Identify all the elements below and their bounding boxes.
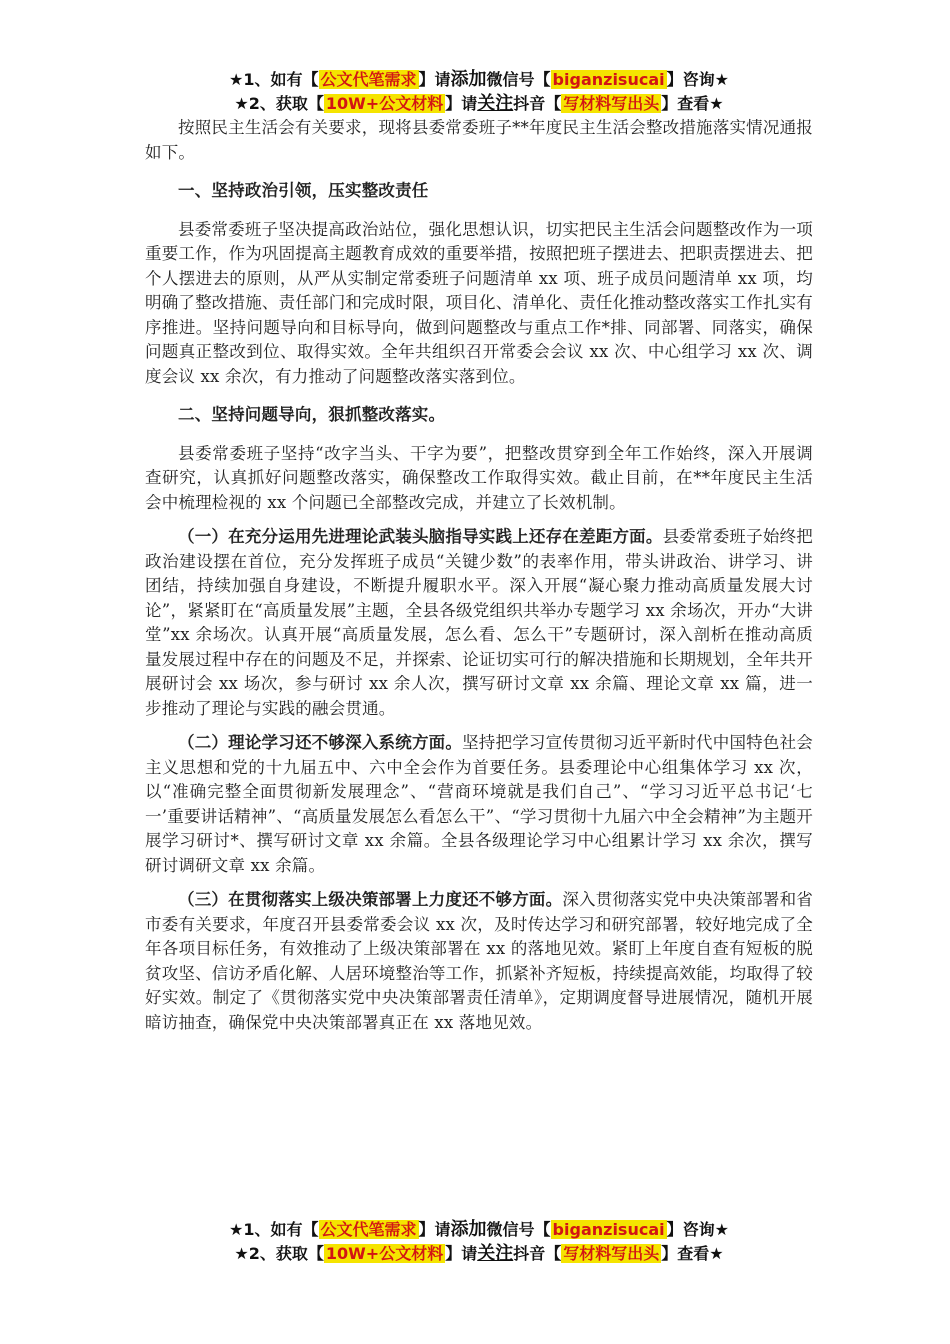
banner-emphasis: 添加 — [450, 1219, 487, 1240]
subsection-lead: （一）在充分运用先进理论武装头脑指导实践上还存在差距方面。 — [178, 527, 663, 546]
subsection-1 — [145, 525, 813, 721]
subsection-text: 县委常委班子始终把政治建设摆在首位，充分发挥班子成员“关键少数”的表率作用，带头讲政治、讲学习、讲团结，持续加强自身建设，不断提升履职水平。深入开展“凝心聚力推动高质量发展大讨论”，紧紧盯在“高质量发展”主题，全县各级党组织共举办专题学习 xx 余场次，开办“大讲堂”xx 余场次。认真开展“高质量发展，怎么看、怎么干”专题研讨，深入剖析在推动高质量发展过程中存在的问题及不足，并探索、论证切实可行的解决措施和长期规划，全年共开展研讨会 xx 场次，参与研讨 xx 余人次，撰写研讨文章 xx 余篇、理论文章 xx 篇，进一步推动了理论与实践的融会贯通。 — [145, 527, 813, 718]
banner-text: 】咨询★ — [666, 1220, 729, 1239]
banner-highlight: 10W+公文材料 — [325, 94, 444, 113]
banner-emphasis: 添加 — [450, 69, 487, 90]
banner-text: ★2、获取【 — [234, 1244, 324, 1263]
banner-text: ★1、如有【 — [229, 1220, 319, 1239]
banner-text: 】查看★ — [661, 94, 724, 113]
banner-emphasis: 关注 — [477, 1243, 514, 1264]
subsection-2 — [145, 731, 813, 878]
subsection-text: 深入贯彻落实党中央决策部署和省市委有关要求，年度召开县委常委会议 xx 次，及时传达学习和研究部署，较好地完成了全年各项目标任务，有效推动了上级决策部署在 xx 的落地见效。紧盯上年度自查有短板的脱贫攻坚、信访矛盾化解、人居环境整治等工作，抓紧补齐短板，持续提高效能，均取得了较好实效。制定了《贯彻落实党中央决策部署责任清单》，定期调度督导进展情况，随机开展暗访抽查，确保党中央决策部署真正在 xx 落地见效。 — [145, 890, 813, 1032]
paragraph-2: 县委常委班子坚持“改字当头、干字为要”，把整改贯穿到全年工作始终，深入开展调查研究，认真抓好问题整改落实，确保整改工作取得实效。截止目前，在**年度民主生活会中梳理检视的 xx 个问题已全部整改完成，并建立了长效机制。 — [145, 443, 813, 512]
banner-text: 微信号【 — [486, 1220, 551, 1239]
banner-highlight: 公文代笔需求 — [320, 1220, 417, 1239]
document-page — [145, 68, 813, 1035]
banner-highlight: 10W+公文材料 — [325, 1244, 444, 1263]
banner-text: 】请 — [445, 1244, 478, 1263]
promo-banner-top-line1 — [145, 68, 813, 92]
banner-highlight: biganzisucai — [552, 70, 665, 89]
section-heading-1: 一、坚持政治引领，压实整改责任 — [178, 181, 429, 200]
banner-highlight: 写材料写出头 — [563, 1244, 660, 1263]
subsection-lead: （三）在贯彻落实上级决策部署上力度还不够方面。 — [178, 890, 563, 909]
banner-highlight: 公文代笔需求 — [320, 70, 417, 89]
banner-text: ★1、如有【 — [229, 70, 319, 89]
subsection-lead: （二）理论学习还不够深入系统方面。 — [178, 733, 463, 752]
banner-text: 】请 — [418, 70, 451, 89]
banner-highlight: 写材料写出头 — [563, 94, 660, 113]
banner-text: 微信号【 — [486, 70, 551, 89]
banner-text: 】请 — [445, 94, 478, 113]
subsection-3 — [145, 888, 813, 1035]
banner-text: 】请 — [418, 1220, 451, 1239]
promo-banner-bottom-line2 — [145, 1242, 813, 1266]
promo-banner-bottom-line1 — [145, 1218, 813, 1242]
banner-text: 抖音【 — [513, 94, 562, 113]
banner-text: 】查看★ — [661, 1244, 724, 1263]
section-heading-2: 二、坚持问题导向，狠抓整改落实。 — [178, 405, 446, 424]
paragraph-1: 县委常委班子坚决提高政治站位，强化思想认识，切实把民主生活会问题整改作为一项重要工作，作为巩固提高主题教育成效的重要举措，按照把班子摆进去、把职责摆进去、把个人摆进去的原则，从严从实制定常委班子问题清单 xx 项、班子成员问题清单 xx 项，均明确了整改措施、责任部门和完成时限，项目化、清单化、责任化推动整改落实工作扎实有序推进。坚持问题导向和目标导向，做到问题整改与重点工作*排、同部署、同落实，确保问题真正整改到位、取得实效。全年共组织召开常委会会议 xx 次、中心组学习 xx 次、调度会议 xx 余次，有力推动了问题整改落实落到位。 — [145, 219, 813, 386]
banner-text: 抖音【 — [513, 1244, 562, 1263]
promo-banner-bottom — [145, 1218, 813, 1266]
banner-highlight: biganzisucai — [552, 1220, 665, 1239]
subsection-text: 坚持把学习宣传贯彻习近平新时代中国特色社会主义思想和党的十九届五中、六中全会作为首要任务。县委理论中心组集体学习 xx 次，以“准确完整全面贯彻新发展理念”、“营商环境就是我们自己”、“学习习近平总书记‘七一’重要讲话精神”、“高质量发展怎么看怎么干”、“学习贯彻十九届六中全会精神”为主题开展学习研讨*、撰写研讨文章 xx 余篇。全县各级理论学习中心组累计学习 xx 余次，撰写研讨调研文章 xx 余篇。 — [145, 733, 814, 875]
promo-banner-top-line2 — [145, 92, 813, 116]
banner-text: ★2、获取【 — [234, 94, 324, 113]
intro-paragraph: 按照民主生活会有关要求，现将县委常委班子**年度民主生活会整改措施落实情况通报如下。 — [145, 118, 813, 162]
banner-emphasis: 关注 — [477, 93, 514, 114]
banner-text: 】咨询★ — [666, 70, 729, 89]
